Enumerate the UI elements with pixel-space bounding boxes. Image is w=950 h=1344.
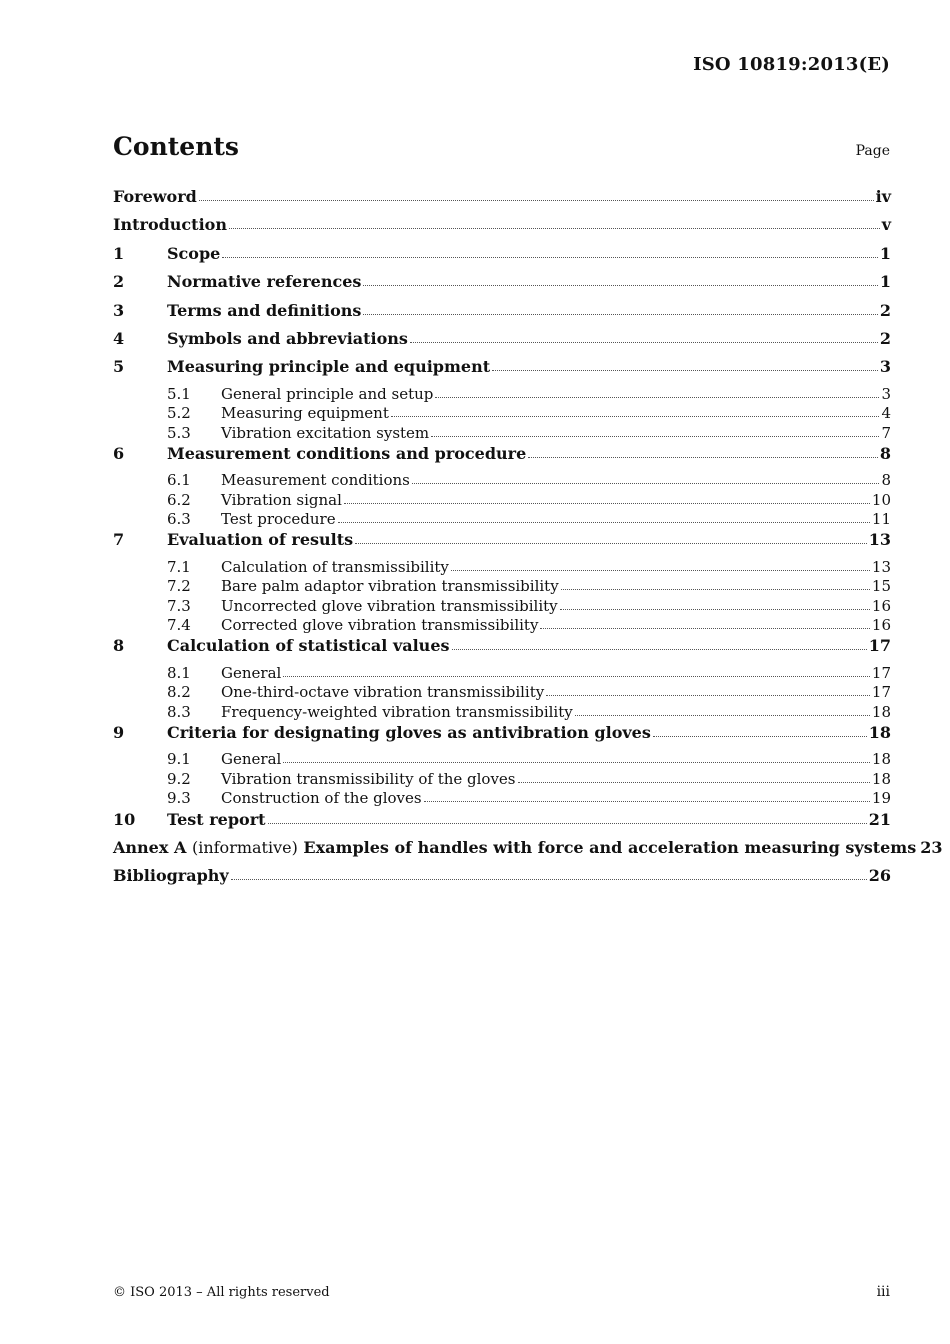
toc-entry-page: 26 <box>868 866 891 886</box>
toc-entry-title: Evaluation of results <box>167 530 354 550</box>
toc-entry-number: 9.3 <box>167 789 191 808</box>
dot-leader <box>410 336 878 343</box>
dot-leader <box>561 583 870 590</box>
toc-entry-page: 1 <box>879 272 891 292</box>
toc-entry[interactable] <box>113 635 891 663</box>
toc-entry-number: 1 <box>113 243 125 263</box>
toc-entry-title: Scope <box>167 243 221 263</box>
table-of-contents <box>113 186 943 894</box>
dot-leader <box>283 756 870 763</box>
document-id: ISO 10819:2013(E) <box>693 54 890 75</box>
toc-entry-title: Corrected glove vibration transmissibility <box>221 616 539 635</box>
toc-entry-page: 13 <box>868 530 891 550</box>
toc-entry-title: One-third-octave vibration transmissibility <box>221 683 545 702</box>
toc-entry-page: 17 <box>871 663 891 682</box>
toc-entry[interactable] <box>113 385 891 404</box>
toc-entry-title: Symbols and abbreviations <box>167 328 408 348</box>
toc-entry-title: Calculation of statistical values <box>167 636 450 656</box>
dot-leader <box>518 776 870 783</box>
toc-entry-page: 16 <box>871 596 891 615</box>
toc-entry-annex-a[interactable] <box>113 837 943 865</box>
dot-leader <box>222 251 878 258</box>
dot-leader <box>528 451 878 458</box>
toc-entry-page: 19 <box>871 789 891 808</box>
toc-entry-number: 9.2 <box>167 769 191 788</box>
toc-entry-number: 6.1 <box>167 471 191 490</box>
toc-entry[interactable] <box>113 424 891 443</box>
toc-entry-number: 7 <box>113 530 125 550</box>
toc-entry-number: 8 <box>113 636 125 656</box>
toc-entry[interactable] <box>113 404 891 423</box>
annex-label: Annex A <box>113 837 187 857</box>
toc-entry-page: 18 <box>871 750 891 769</box>
toc-entry[interactable] <box>113 809 891 837</box>
toc-entry[interactable] <box>113 616 891 635</box>
dot-leader <box>546 689 870 696</box>
dot-leader <box>560 603 870 610</box>
toc-entry-title: Measuring principle and equipment <box>167 357 491 377</box>
toc-entry-number: 2 <box>113 272 125 292</box>
toc-entry-page: 18 <box>871 769 891 788</box>
toc-entry[interactable] <box>113 770 891 789</box>
toc-entry-page: 2 <box>879 328 891 348</box>
toc-entry[interactable] <box>113 529 891 557</box>
toc-entry[interactable] <box>113 300 891 328</box>
toc-entry-number: 5 <box>113 357 125 377</box>
toc-entry-page: 21 <box>868 809 891 829</box>
toc-entry[interactable] <box>113 271 891 299</box>
dot-leader <box>338 516 870 523</box>
toc-entry[interactable] <box>113 214 891 242</box>
toc-entry-title: General <box>221 750 282 769</box>
toc-entry-page: 1 <box>879 243 891 263</box>
toc-entry[interactable] <box>113 328 891 356</box>
toc-entry-page: v <box>881 215 891 235</box>
annex-title: Examples of handles with force and acceleration measuring systems <box>303 837 917 857</box>
dot-leader <box>435 391 879 398</box>
toc-entry-title <box>113 837 918 859</box>
toc-entry-number: 7.1 <box>167 557 191 576</box>
dot-leader <box>492 364 878 371</box>
dot-leader <box>412 477 880 484</box>
toc-entry-page: 17 <box>868 636 891 656</box>
toc-entry-number: 4 <box>113 328 125 348</box>
page-column-label: Page <box>855 143 890 159</box>
toc-entry-number: 6 <box>113 443 125 463</box>
toc-entry-page: 11 <box>871 510 891 529</box>
dot-leader <box>229 222 880 229</box>
toc-entry-title: Bibliography <box>113 866 229 886</box>
dot-leader <box>451 564 870 571</box>
toc-entry-page: iv <box>875 187 891 206</box>
toc-entry-page: 15 <box>871 577 891 596</box>
toc-entry-page: 3 <box>881 384 891 403</box>
toc-entry-title: Terms and definitions <box>167 300 362 320</box>
toc-entry-title: Construction of the gloves <box>221 789 422 808</box>
toc-entry-number: 10 <box>113 809 136 829</box>
toc-entry-page: 17 <box>871 683 891 702</box>
dot-leader <box>199 194 874 201</box>
toc-entry[interactable] <box>113 356 891 384</box>
dot-leader <box>344 497 870 504</box>
toc-entry-number: 6.2 <box>167 490 191 509</box>
copyright-notice: © ISO 2013 – All rights reserved <box>113 1285 330 1300</box>
toc-entry-number: 7.3 <box>167 596 191 615</box>
toc-entry-title: General <box>221 663 282 682</box>
toc-entry-number: 5.3 <box>167 423 191 442</box>
toc-entry-title: Measuring equipment <box>221 404 389 423</box>
toc-entry[interactable] <box>113 703 891 722</box>
toc-entry[interactable] <box>113 789 891 808</box>
page-number: iii <box>876 1284 890 1300</box>
toc-entry-page: 7 <box>881 423 891 442</box>
dot-leader <box>540 622 869 629</box>
toc-entry-number: 9 <box>113 722 125 742</box>
toc-entry-title: Vibration signal <box>221 490 342 509</box>
toc-entry-number: 8.3 <box>167 702 191 721</box>
toc-entry-title: Introduction <box>113 215 227 235</box>
toc-entry-page: 2 <box>879 300 891 320</box>
toc-entry[interactable] <box>113 597 891 616</box>
toc-entry-page: 23 <box>920 837 943 857</box>
toc-entry-title: Uncorrected glove vibration transmissibility <box>221 596 558 615</box>
toc-entry-page: 8 <box>879 443 891 463</box>
toc-entry[interactable] <box>113 577 891 596</box>
annex-type: (informative) <box>191 837 298 857</box>
dot-leader <box>283 670 870 677</box>
toc-entry-title: Measurement conditions and procedure <box>167 443 527 463</box>
toc-entry-page: 4 <box>881 404 891 423</box>
dot-leader <box>653 730 867 737</box>
toc-entry[interactable] <box>113 722 891 750</box>
toc-entry-number: 6.3 <box>167 510 191 529</box>
toc-entry[interactable] <box>113 471 891 490</box>
toc-entry-page: 13 <box>871 557 891 576</box>
toc-entry-page: 8 <box>881 471 891 490</box>
toc-entry[interactable] <box>113 510 891 529</box>
toc-entry-title: Test report <box>167 809 266 829</box>
toc-entry[interactable] <box>113 683 891 702</box>
dot-leader <box>575 709 870 716</box>
dot-leader <box>363 308 877 315</box>
toc-entry-page: 16 <box>871 616 891 635</box>
contents-heading: Contents <box>113 132 240 161</box>
toc-entry-title: Measurement conditions <box>221 471 410 490</box>
toc-entry-title: Foreword <box>113 187 197 206</box>
toc-entry-title: Vibration transmissibility of the gloves <box>221 769 516 788</box>
dot-leader <box>363 279 877 286</box>
dot-leader <box>391 410 880 417</box>
toc-entry-number: 8.1 <box>167 663 191 682</box>
toc-entry[interactable] <box>113 443 891 471</box>
toc-entry[interactable] <box>113 491 891 510</box>
toc-entry-title: Criteria for designating gloves as antivibration gloves <box>167 722 651 742</box>
toc-entry-number: 8.2 <box>167 683 191 702</box>
toc-entry-number: 5.1 <box>167 384 191 403</box>
toc-entry-page: 10 <box>871 490 891 509</box>
toc-entry-title: Bare palm adaptor vibration transmissibility <box>221 577 559 596</box>
toc-entry-page: 3 <box>879 357 891 377</box>
toc-entry-page: 18 <box>868 722 891 742</box>
toc-entry-number: 3 <box>113 300 125 320</box>
dot-leader <box>231 873 867 880</box>
toc-entry-title: Normative references <box>167 272 362 292</box>
toc-entry-number: 5.2 <box>167 404 191 423</box>
toc-entry[interactable] <box>113 750 891 769</box>
toc-entry[interactable] <box>113 186 891 214</box>
toc-entry-title: Test procedure <box>221 510 336 529</box>
toc-entry[interactable] <box>113 664 891 683</box>
toc-entry[interactable] <box>113 243 891 271</box>
toc-entry-number: 9.1 <box>167 750 191 769</box>
dot-leader <box>424 795 870 802</box>
dot-leader <box>452 643 867 650</box>
dot-leader <box>355 537 867 544</box>
toc-entry-number: 7.2 <box>167 577 191 596</box>
toc-entry[interactable] <box>113 558 891 577</box>
toc-entry-number: 7.4 <box>167 616 191 635</box>
dot-leader <box>431 430 879 437</box>
toc-entry-title: Frequency-weighted vibration transmissibility <box>221 702 573 721</box>
toc-entry-bibliography[interactable] <box>113 865 891 893</box>
dot-leader <box>268 817 867 824</box>
toc-entry-page: 18 <box>871 702 891 721</box>
toc-entry-title: Calculation of transmissibility <box>221 557 449 576</box>
toc-entry-title: Vibration excitation system <box>221 423 430 442</box>
toc-entry-title: General principle and setup <box>221 384 434 403</box>
